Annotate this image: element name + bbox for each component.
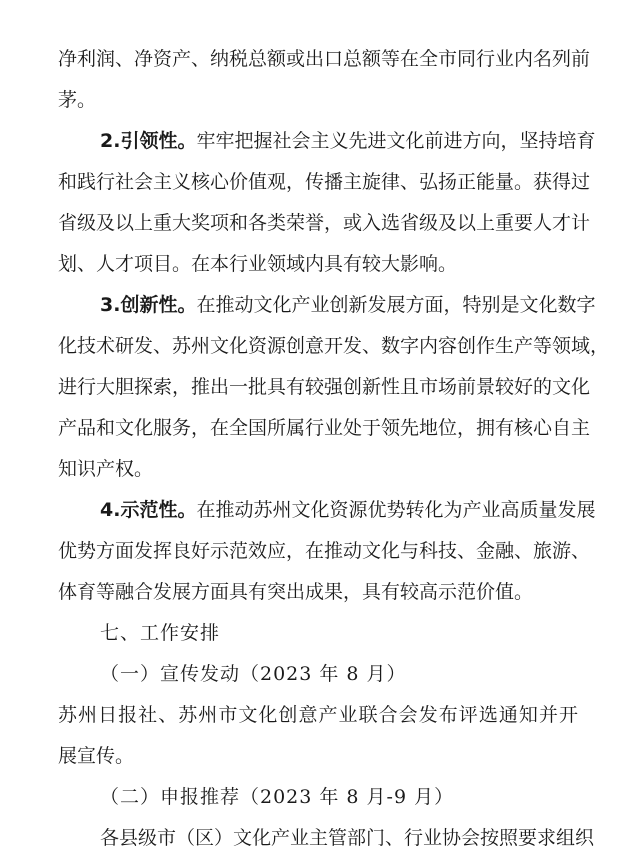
subsection-publicity-line-1: 苏州日报社、苏州市文化创意产业联合会发布评选通知并开 <box>58 704 578 726</box>
paragraph-demo-line-2: 优势方面发挥良好示范效应，在推动文化与科技、金融、旅游、 <box>58 540 591 562</box>
paragraph-intro-line-2: 茅。 <box>58 89 97 111</box>
subsection-heading-application: （二）申报推荐（2023 年 8 月-9 月） <box>100 786 455 808</box>
paragraph-demo-line-1 <box>100 495 596 525</box>
paragraph-leading-line-1 <box>100 126 596 156</box>
paragraph-leading-line-3: 省级及以上重大奖项和各类荣誉，或入选省级及以上重要人才计 <box>58 212 591 234</box>
paragraph-demo-line-3: 体育等融合发展方面具有突出成果，具有较高示范价值。 <box>58 581 534 603</box>
subsection-application-line-1: 各县级市（区）文化产业主管部门、行业协会按照要求组织 <box>100 827 595 849</box>
paragraph-demo-text: 在推动苏州文化资源优势转化为产业高质量发展 <box>196 499 596 521</box>
paragraph-leading-title: 2.引领性。 <box>100 130 197 152</box>
paragraph-leading-text: 牢牢把握社会主义先进文化前进方向，坚持培育 <box>196 130 596 152</box>
paragraph-innovation-line-2: 化技术研发、苏州文化资源创意开发、数字内容创作生产等领域， <box>58 335 610 357</box>
paragraph-innovation-text: 在推动文化产业创新发展方面，特别是文化数字 <box>196 294 596 316</box>
paragraph-innovation-title: 3.创新性。 <box>100 294 197 316</box>
paragraph-innovation-line-4: 产品和文化服务，在全国所属行业处于领先地位，拥有核心自主 <box>58 417 591 439</box>
paragraph-innovation-line-3: 进行大胆探索，推出一批具有较强创新性且市场前景较好的文化 <box>58 376 591 398</box>
paragraph-leading-line-4: 划、人才项目。在本行业领域内具有较大影响。 <box>58 253 458 275</box>
paragraph-leading-line-2: 和践行社会主义核心价值观，传播主旋律、弘扬正能量。获得过 <box>58 171 591 193</box>
subsection-heading-publicity: （一）宣传发动（2023 年 8 月） <box>100 663 407 685</box>
paragraph-demo-title: 4.示范性。 <box>100 499 197 521</box>
paragraph-innovation-line-1 <box>100 290 596 320</box>
subsection-publicity-line-2: 展宣传。 <box>58 745 135 767</box>
paragraph-intro-line-1: 净利润、净资产、纳税总额或出口总额等在全市同行业内名列前 <box>58 48 591 70</box>
section-heading-work-arrangement: 七、工作安排 <box>100 622 221 644</box>
paragraph-innovation-line-5: 知识产权。 <box>58 458 154 480</box>
